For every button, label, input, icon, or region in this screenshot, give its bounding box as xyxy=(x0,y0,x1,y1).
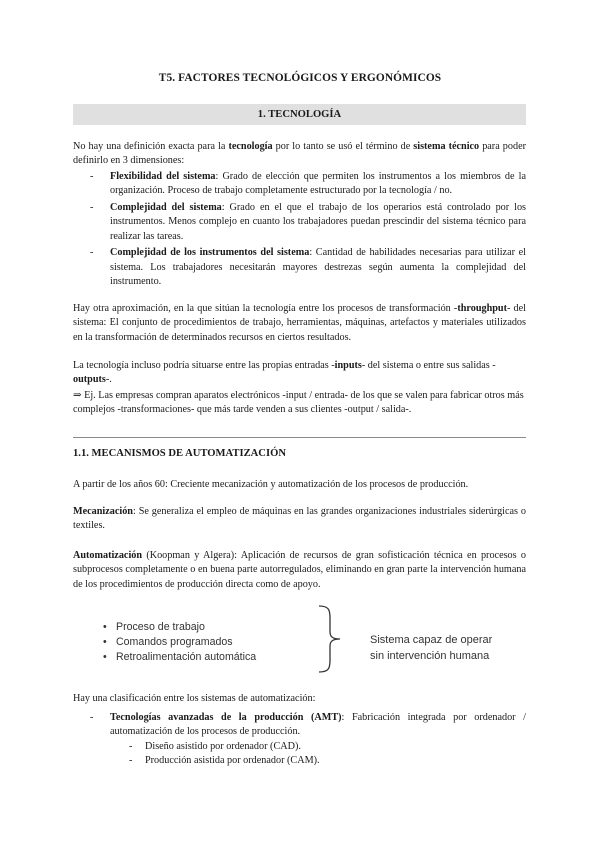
years-paragraph: A partir de los años 60: Creciente mecanización y automatización de los procesos de producción. xyxy=(73,479,469,490)
bullet-dot: • xyxy=(103,651,107,663)
bold-term: Tecnologías avanzadas de la producción (AMT) xyxy=(110,712,342,723)
item-text: : Grado de elección que permiten los instrumentos a los miembros de la organización. Proceso de trabajo completamente estructurado por la tecnología / no. xyxy=(110,171,526,197)
automation-diagram xyxy=(95,602,515,676)
item-text: : Fabricación integrada por ordenador / automatización de los procesos de producción. xyxy=(110,712,526,738)
diagram-item xyxy=(95,635,256,650)
text-run: : Se generaliza el empleo de máquinas en las grandes organizaciones industriales siderúrgicas o textiles. xyxy=(73,506,526,532)
approximation-paragraph xyxy=(73,302,526,345)
text-run: No hay una definición exacta para la xyxy=(73,141,229,152)
text-run: -. xyxy=(105,374,112,386)
bold-term: Mecanización xyxy=(73,506,133,517)
dimensions-list xyxy=(73,170,526,292)
text-run: - del sistema: El conjunto de procedimientos de trabajo, herramientas, máquinas, artefactos y materiales utilizados en la transformación de determinados recursos en ciertos resultados. xyxy=(73,303,527,343)
bold-term: Flexibilidad del sistema xyxy=(110,171,216,182)
right-brace-icon xyxy=(313,602,353,676)
item-text: Producción asistida por ordenador (CAM). xyxy=(145,755,320,767)
diagram-item-label: Retroalimentación automática xyxy=(116,651,257,663)
inputs-paragraph xyxy=(73,359,526,388)
dash-bullet: - xyxy=(129,755,133,767)
bullet-dot: • xyxy=(103,621,107,633)
bold-term: inputs xyxy=(334,360,362,371)
text-run: Ej. Las empresas compran aparatos electrónicos -input / entrada- de los que se valen para fabricar otros más complejos -transformaciones- que más tarde venden a sus clientes -output / salida-. xyxy=(73,390,524,416)
diagram-item-label: Comandos programados xyxy=(116,636,233,648)
intro-paragraph xyxy=(73,140,526,169)
dash-bullet: - xyxy=(90,712,94,723)
item-text: : Grado en el que el trabajo de los operarios está controlado por los instrumentos. Menos complejo en cuanto los trabajadores puedan prescindir del sistema técnico para realizar las tareas. xyxy=(110,201,527,242)
diagram-result xyxy=(370,632,492,664)
automation-types-list xyxy=(73,711,526,769)
text-run: (Koopman y Algera): Aplicación de recursos de gran sofisticación técnica en procesos o subprocesos completamente o en buena parte autorregulados, eliminando en gran parte la intervención humana de los procedimientos de producción directa como de apoyo. xyxy=(73,550,526,590)
bold-term: sistema técnico xyxy=(413,141,480,152)
diagram-item xyxy=(95,650,256,665)
automatizacion-paragraph xyxy=(73,549,526,592)
text-run: - del sistema o entre sus salidas - xyxy=(361,360,496,371)
list-item xyxy=(73,246,526,289)
example-paragraph xyxy=(73,389,526,418)
diagram-components-list xyxy=(95,620,256,665)
bold-term: tecnología xyxy=(228,141,273,152)
subsection-heading: 1.1. MECANISMOS DE AUTOMATIZACIÓN xyxy=(73,448,286,459)
list-item xyxy=(73,711,526,769)
horizontal-divider xyxy=(73,437,526,438)
text-run: La tecnología incluso podría situarse entre las propias entradas - xyxy=(73,360,335,371)
dash-bullet: - xyxy=(90,171,94,182)
classification-paragraph: Hay una clasificación entre los sistemas de automatización: xyxy=(73,693,316,704)
text-run: para poder definirlo en 3 dimensiones: xyxy=(73,141,526,167)
result-line: sin intervención humana xyxy=(370,650,490,662)
mecanizacion-paragraph xyxy=(73,505,526,534)
arrow-icon: ⇒ xyxy=(73,390,82,401)
sublist-item xyxy=(110,754,526,768)
sublist-item xyxy=(110,740,526,754)
document-title: T5. FACTORES TECNOLÓGICOS Y ERGONÓMICOS xyxy=(158,72,442,84)
bullet-dot: • xyxy=(103,636,107,648)
section-heading-tecnologia: 1. TECNOLOGÍA xyxy=(73,104,526,125)
result-line: Sistema capaz de operar xyxy=(370,634,493,646)
bold-term: Automatización xyxy=(73,550,143,561)
dash-bullet: - xyxy=(90,247,94,259)
bold-term: outputs xyxy=(73,374,106,386)
list-item xyxy=(73,170,526,199)
item-text: : Cantidad de habilidades necesarias para utilizar el sistema. Los trabajadores necesitarán mayores destrezas según aumenta la complejidad del instrumento. xyxy=(110,247,526,288)
bold-term: Complejidad del sistema xyxy=(110,201,222,213)
bold-term: throughput xyxy=(457,303,507,314)
diagram-item-label: Proceso de trabajo xyxy=(116,621,205,633)
list-item xyxy=(73,201,526,244)
bold-term: Complejidad de los instrumentos del sistema xyxy=(110,247,310,259)
dash-bullet: - xyxy=(129,740,133,752)
text-run: Hay otra aproximación, en la que sitúan la tecnología entre los procesos de transformación - xyxy=(73,303,458,314)
diagram-item xyxy=(95,620,256,635)
dash-bullet: - xyxy=(90,201,94,213)
item-text: Diseño asistido por ordenador (CAD). xyxy=(145,740,301,752)
amt-sublist xyxy=(110,740,526,769)
text-run: por lo tanto se usó el término de xyxy=(272,141,414,152)
